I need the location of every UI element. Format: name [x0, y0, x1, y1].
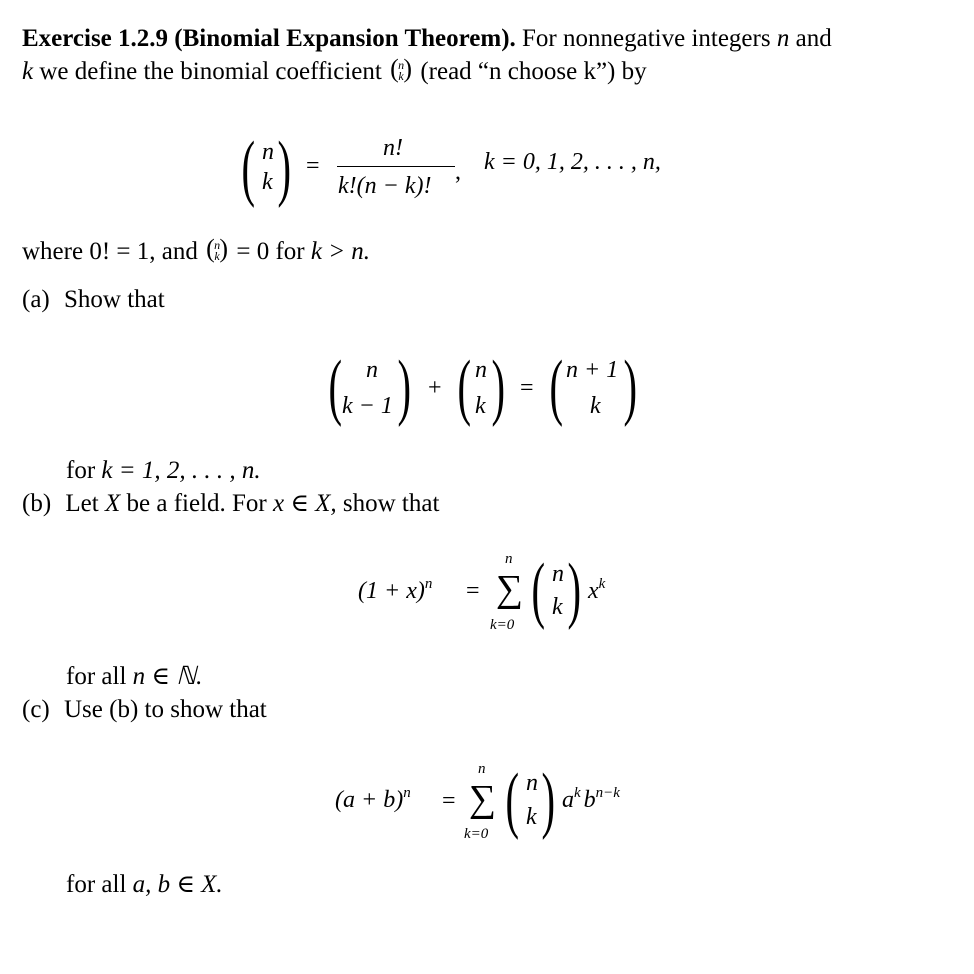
- left-paren: (: [241, 127, 256, 209]
- binom-bottom: k: [475, 393, 486, 419]
- intro-text-1: For nonnegative integers: [522, 25, 771, 52]
- n-in-N: n ∈ ℕ.: [132, 663, 203, 690]
- where-text-2: = 0 for: [236, 238, 305, 265]
- part-a-heading: [22, 285, 165, 315]
- binom-bottom: k: [262, 169, 273, 195]
- term-x: x: [588, 578, 599, 604]
- exercise-header-line-1: [22, 24, 832, 54]
- binom-bottom: k − 1: [342, 393, 393, 419]
- binom-top: n: [552, 561, 564, 587]
- part-c-label: (c): [22, 696, 50, 723]
- part-b-text-3: show that: [342, 490, 440, 517]
- sum-lower-limit: k=0: [490, 617, 515, 633]
- var-n: n: [776, 25, 790, 52]
- part-a-text: Show that: [64, 286, 165, 313]
- for-text: for: [66, 457, 96, 484]
- lhs-exponent: n: [424, 576, 433, 592]
- right-paren: ): [397, 346, 412, 428]
- k-range-a: k = 1, 2, . . . , n.: [101, 457, 261, 484]
- part-c-heading: [22, 695, 267, 725]
- binom-top: n + 1: [566, 357, 619, 383]
- equals-sign: =: [442, 788, 456, 814]
- sum-lower-limit: k=0: [464, 826, 489, 842]
- term-a: a: [562, 787, 574, 813]
- part-b-text-2: be a field. For: [126, 490, 267, 517]
- where-line: [22, 234, 371, 267]
- binom-top: n: [262, 139, 274, 165]
- equals-sign: =: [466, 578, 480, 604]
- summation-sign: ∑: [469, 778, 497, 820]
- left-paren: (: [549, 346, 564, 428]
- left-paren: (: [328, 346, 343, 428]
- inline-binomial: ( n k ): [206, 234, 229, 263]
- intro-text-3: (read “n choose k”) by: [420, 58, 647, 85]
- part-b-text: Let: [65, 490, 99, 517]
- equals-sign: =: [306, 153, 320, 179]
- for-all-text: for all: [66, 663, 127, 690]
- lhs-expression: (a + b): [335, 787, 404, 813]
- intro-text-2: we define the binomial coefficient: [39, 58, 382, 85]
- for-all-text: for all: [66, 871, 127, 898]
- binom-bottom: k: [590, 393, 601, 419]
- right-paren: ): [623, 346, 638, 428]
- term-b: b: [583, 787, 596, 813]
- equals-sign: =: [520, 375, 534, 401]
- part-b-heading: [22, 489, 439, 519]
- inline-binomial: ( n k ): [390, 54, 413, 83]
- x-in-X: x ∈ X,: [273, 490, 337, 517]
- binom-bottom: k: [526, 804, 537, 830]
- comma: ,: [455, 159, 461, 185]
- sum-upper-limit: n: [478, 761, 486, 777]
- exercise-title: Exercise 1.2.9 (Binomial Expansion Theorem).: [22, 25, 516, 52]
- term-exponent: k: [598, 576, 606, 592]
- term-a-exponent: k: [574, 785, 581, 801]
- binom-top: n: [366, 357, 378, 383]
- where-text: where 0! = 1, and: [22, 238, 198, 265]
- binom-top: n: [475, 357, 487, 383]
- term-b-exponent: n−k: [595, 785, 620, 801]
- left-paren: (: [531, 549, 546, 631]
- right-paren: ): [541, 759, 556, 841]
- right-paren: ): [277, 127, 292, 209]
- var-k: k: [22, 58, 34, 85]
- fraction-bar: [337, 166, 455, 167]
- part-b-label: (b): [22, 490, 52, 517]
- plus-sign: +: [428, 375, 442, 401]
- part-a-condition: [66, 456, 261, 486]
- intro-and: and: [795, 25, 832, 52]
- right-paren: ): [567, 549, 582, 631]
- var-X: X: [104, 490, 121, 517]
- exercise-header-line-2: [22, 54, 647, 87]
- a-b-in-X: a, b ∈ X.: [132, 871, 223, 898]
- right-paren: ): [491, 346, 506, 428]
- left-paren: (: [505, 759, 520, 841]
- lhs-exponent: n: [403, 785, 411, 801]
- lhs-expression: (1 + x): [358, 578, 425, 604]
- k-range: k = 0, 1, 2, . . . , n,: [484, 149, 661, 175]
- fraction-denominator: k!(n − k)!: [338, 173, 432, 199]
- summation-sign: ∑: [496, 568, 524, 610]
- part-a-label: (a): [22, 286, 50, 313]
- binom-top: n: [526, 770, 538, 796]
- part-c-text: Use (b) to show that: [64, 696, 267, 723]
- where-condition: k > n.: [310, 238, 371, 265]
- left-paren: (: [457, 346, 472, 428]
- sum-upper-limit: n: [505, 551, 513, 567]
- fraction-numerator: n!: [383, 135, 403, 161]
- binom-bottom: k: [552, 594, 563, 620]
- part-b-condition: [66, 662, 202, 692]
- part-c-condition: [66, 870, 223, 900]
